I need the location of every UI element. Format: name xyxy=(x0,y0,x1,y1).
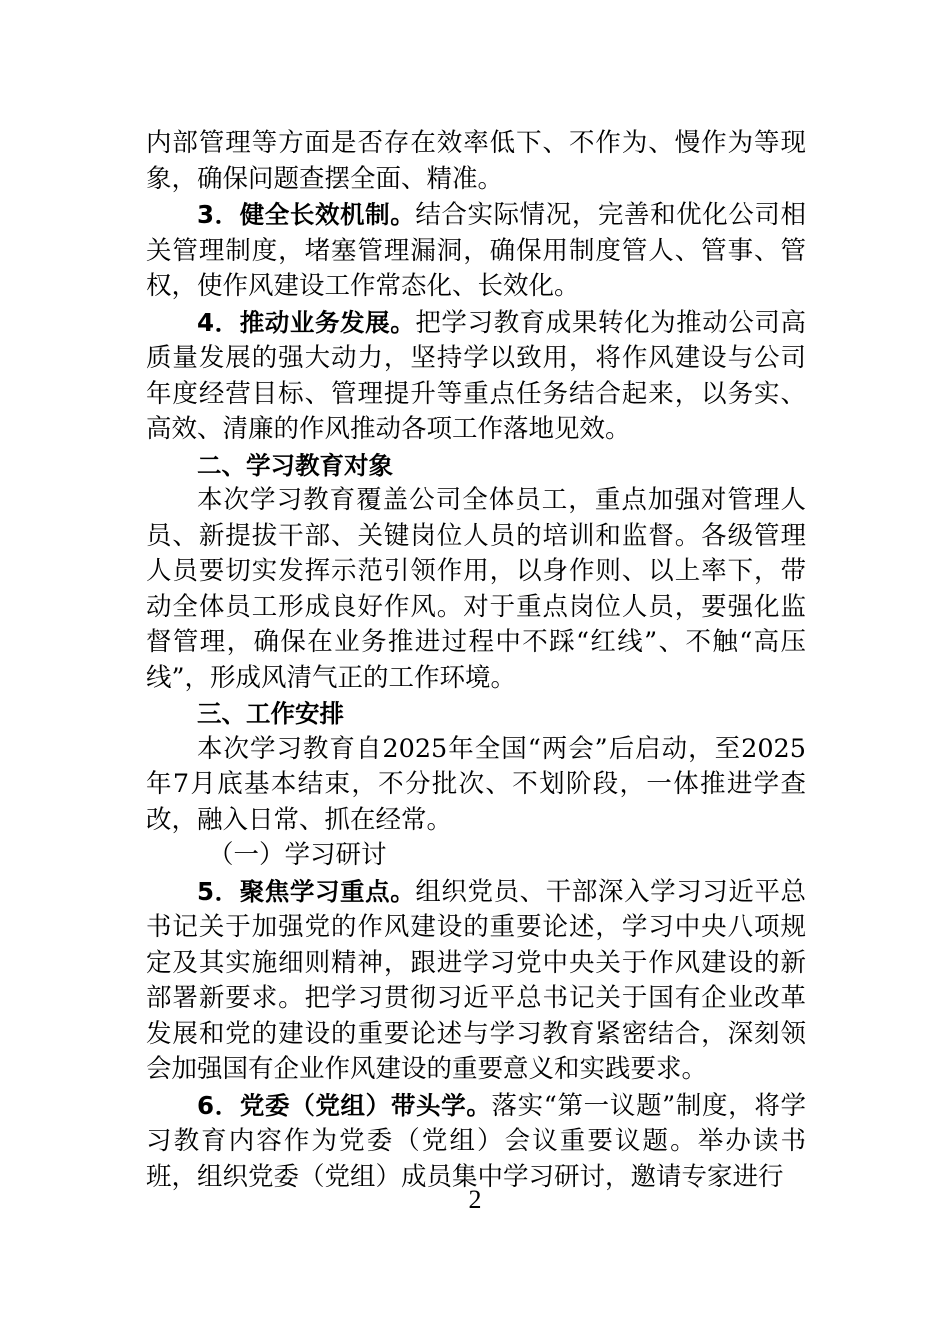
paragraph-item-6 xyxy=(146,1088,806,1196)
paragraph-text: 本次学习教育自2025年全国“两会”后启动，至2025年7月底基本结束，不分批次、不划阶段，一体推进学查改，融入日常、抓在经常。 xyxy=(146,733,806,835)
paragraph-scope xyxy=(146,483,806,696)
paragraph-schedule xyxy=(146,732,806,839)
paragraph-continuation xyxy=(146,126,806,197)
paragraph-text: 内部管理等方面是否存在效率低下、不作为、慢作为等现象，确保问题查摆全面、精准。 xyxy=(146,128,806,194)
section-heading-2: 二、学习教育对象 xyxy=(197,450,393,480)
document-body xyxy=(146,126,806,1195)
paragraph-text: 落实“第一议题”制度，将学习教育内容作为党委（党组）会议重要议题。举办读书班，组织党委（党组）成员集中学习研讨，邀请专家进行 xyxy=(146,1090,806,1192)
item-lead-5: 5．聚焦学习重点。 xyxy=(197,876,416,906)
paragraph-item-4 xyxy=(146,305,806,448)
paragraph-text: 把学习教育成果转化为推动公司高质量发展的强大动力，坚持学以致用，将作风建设与公司年度经营目标、管理提升等重点任务结合起来，以务实、高效、清廉的作风推动各项工作落地见效。 xyxy=(146,307,806,444)
paragraph-item-3 xyxy=(146,197,806,305)
section-heading-3: 三、工作安排 xyxy=(197,699,344,728)
paragraph-text: 结合实际情况，完善和优化公司相关管理制度，堵塞管理漏洞，确保用制度管人、管事、管权，使作风建设工作常态化、长效化。 xyxy=(146,200,806,301)
paragraph-item-5 xyxy=(146,874,806,1088)
item-lead-3: 3．健全长效机制。 xyxy=(197,200,416,229)
subsection-heading-1: （一）学习研讨 xyxy=(208,840,387,870)
item-lead-4: 4．推动业务发展。 xyxy=(197,307,416,337)
page-number: 2 xyxy=(468,1185,482,1214)
paragraph-text: 本次学习教育覆盖公司全体员工，重点加强对管理人员、新提拔干部、关键岗位人员的培训和监督。各级管理人员要切实发挥示范引领作用，以身作则、以上率下，带动全体员工形成良好作风。对于重点岗位人员，要强化监督管理，确保在业务推进过程中不踩“红线”、不触“高压线”，形成风清气正的工作环境。 xyxy=(146,485,806,693)
paragraph-text: 组织党员、干部深入学习习近平总书记关于加强党的作风建设的重要论述，学习中央八项规定及其实施细则精神，跟进学习党中央关于作风建设的新部署新要求。把学习贯彻习近平总书记关于国有企业改革发展和党的建设的重要论述与学习教育紧密结合，深刻领会加强国有企业作风建设的重要意义和实践要求。 xyxy=(146,876,806,1084)
item-lead-6: 6．党委（党组）带头学。 xyxy=(197,1090,492,1120)
